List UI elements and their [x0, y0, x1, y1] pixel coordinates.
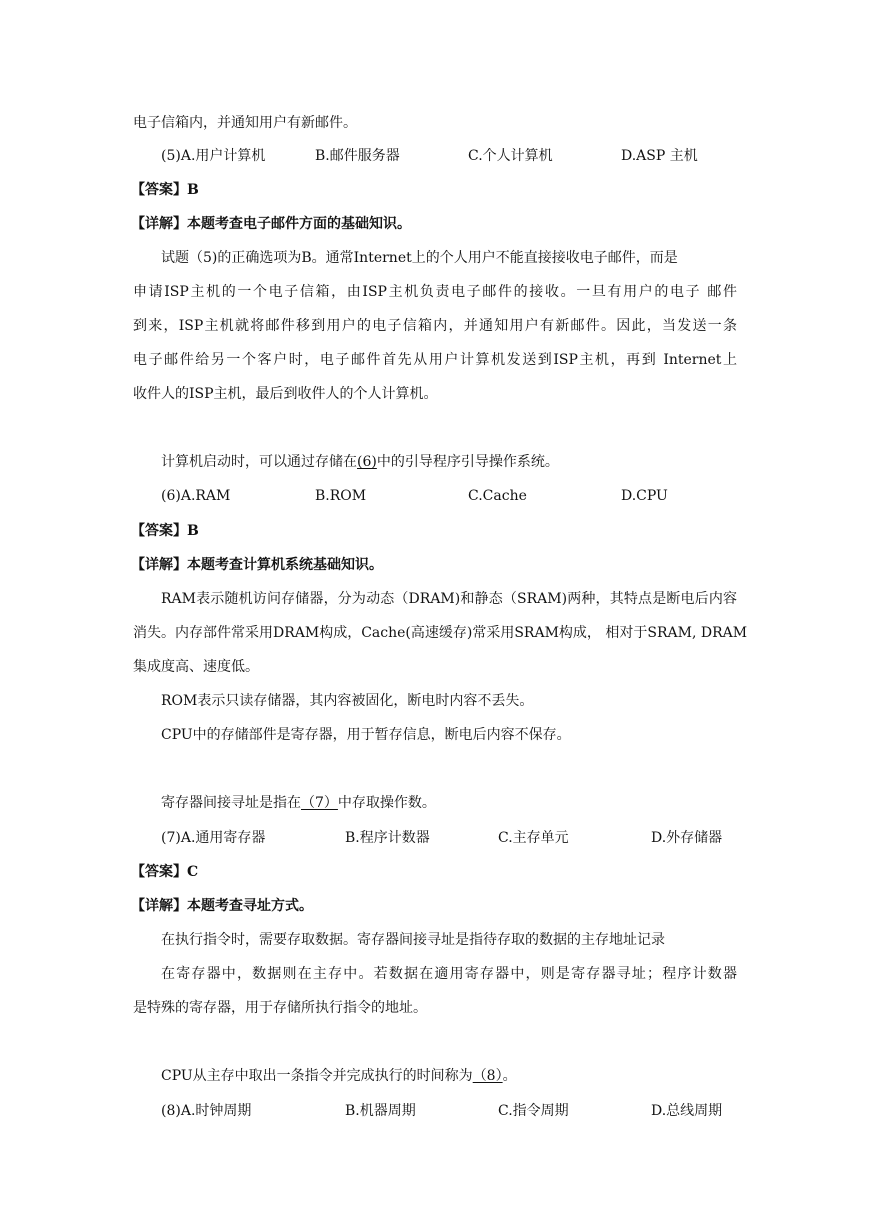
q8-option-b: B.机器周期: [345, 1103, 416, 1119]
q6-option-d: D.CPU: [621, 488, 668, 504]
q6-answer: 【答案】B: [131, 523, 199, 539]
q6-explanation-line: 消失。内存部件常采用DRAM构成，Cache(高速缓存)常采用SRAM构成， 相对于SRAM, DRAM: [133, 625, 748, 641]
q7-option-a: (7)A.通用寄存器: [161, 830, 266, 846]
q5-option-c: C.个人计算机: [468, 148, 553, 164]
q5-continuation: 电子信箱内，并通知用户有新邮件。: [133, 115, 357, 131]
q6-option-a: (6)A.RAM: [161, 488, 231, 504]
q8-stem-text: 。: [502, 1068, 517, 1084]
q7-option-b: B.程序计数器: [345, 830, 430, 846]
q6-stem-text: 计算机启动时，可以通过存储在: [161, 454, 357, 470]
q5-option-a: (5)A.用户计算机: [161, 148, 266, 164]
q6-stem: [161, 452, 559, 472]
q5-explanation-line: 收件人的ISP主机，最后到收件人的个人计算机。: [133, 386, 438, 402]
q7-stem: [161, 793, 436, 813]
q8-blank: （8）: [472, 1068, 503, 1084]
q7-explanation-line: 是特殊的寄存器，用于存储所执行指令的地址。: [133, 1000, 427, 1016]
q7-explanation-line: 在执行指令时，需要存取数据。寄存器间接寻址是指待存取的数据的主存地址记录: [161, 932, 665, 948]
q6-stem-text: 中的引导程序引导操作系统。: [376, 454, 559, 470]
q8-option-a: (8)A.时钟周期: [161, 1103, 252, 1119]
q6-option-b: B.ROM: [315, 488, 367, 504]
q5-option-d: D.ASP 主机: [621, 148, 698, 164]
q5-explanation-line: 电子邮件给另一个客户时，电子邮件首先从用户计算机发送到ISP主机，再到 Internet上: [133, 352, 737, 368]
q6-explanation-line: RAM表示随机访问存储器，分为动态（DRAM)和静态（SRAM)两种，其特点是断电后内容: [161, 591, 737, 607]
q5-detail-heading: 【详解】本题考查电子邮件方面的基础知识。: [131, 216, 411, 232]
q6-detail-heading: 【详解】本题考查计算机系统基础知识。: [131, 557, 383, 573]
q7-stem-text: 中存取操作数。: [337, 795, 436, 811]
q7-option-c: C.主存单元: [498, 830, 569, 846]
q6-explanation-line: CPU中的存储部件是寄存器，用于暂存信息，断电后内容不保存。: [161, 727, 571, 743]
q5-explanation-line: 申请ISP主机的一个电子信箱，由ISP主机负责电子邮件的接收。一旦有用户的电子 邮件: [133, 284, 737, 300]
q7-explanation-line: 在寄存器中，数据则在主存中。若数据在適用寄存器中，则是寄存器寻址；程序计数器: [161, 966, 737, 982]
q6-option-c: C.Cache: [468, 488, 527, 504]
q8-stem-text: CPU从主存中取出一条指令并完成执行的时间称为: [161, 1068, 473, 1084]
q5-answer: 【答案】B: [131, 182, 199, 198]
q8-option-d: D.总线周期: [651, 1103, 723, 1119]
q6-explanation-line: 集成度高、速度低。: [133, 659, 259, 675]
q6-explanation-line: ROM表示只读存储器，其内容被固化，断电时内容不丢失。: [161, 693, 534, 709]
q5-option-b: B.邮件服务器: [315, 148, 400, 164]
q7-stem-text: 寄存器间接寻址是指在: [161, 795, 301, 811]
q6-blank: (6): [357, 454, 377, 470]
q7-blank: （7）: [301, 795, 338, 811]
q5-explanation-line: 试题（5)的正确选项为B。通常Internet上的个人用户不能直接接收电子邮件，而是: [161, 250, 678, 266]
q7-detail-heading: 【详解】本题考查寻址方式。: [131, 898, 313, 914]
q8-stem: [161, 1066, 517, 1086]
q7-option-d: D.外存储器: [651, 830, 723, 846]
q5-explanation-line: 到来，ISP主机就将邮件移到用户的电子信箱内，并通知用户有新邮件。因此，当发送一条: [133, 318, 737, 334]
q7-answer: 【答案】C: [131, 864, 199, 880]
q8-option-c: C.指令周期: [498, 1103, 569, 1119]
